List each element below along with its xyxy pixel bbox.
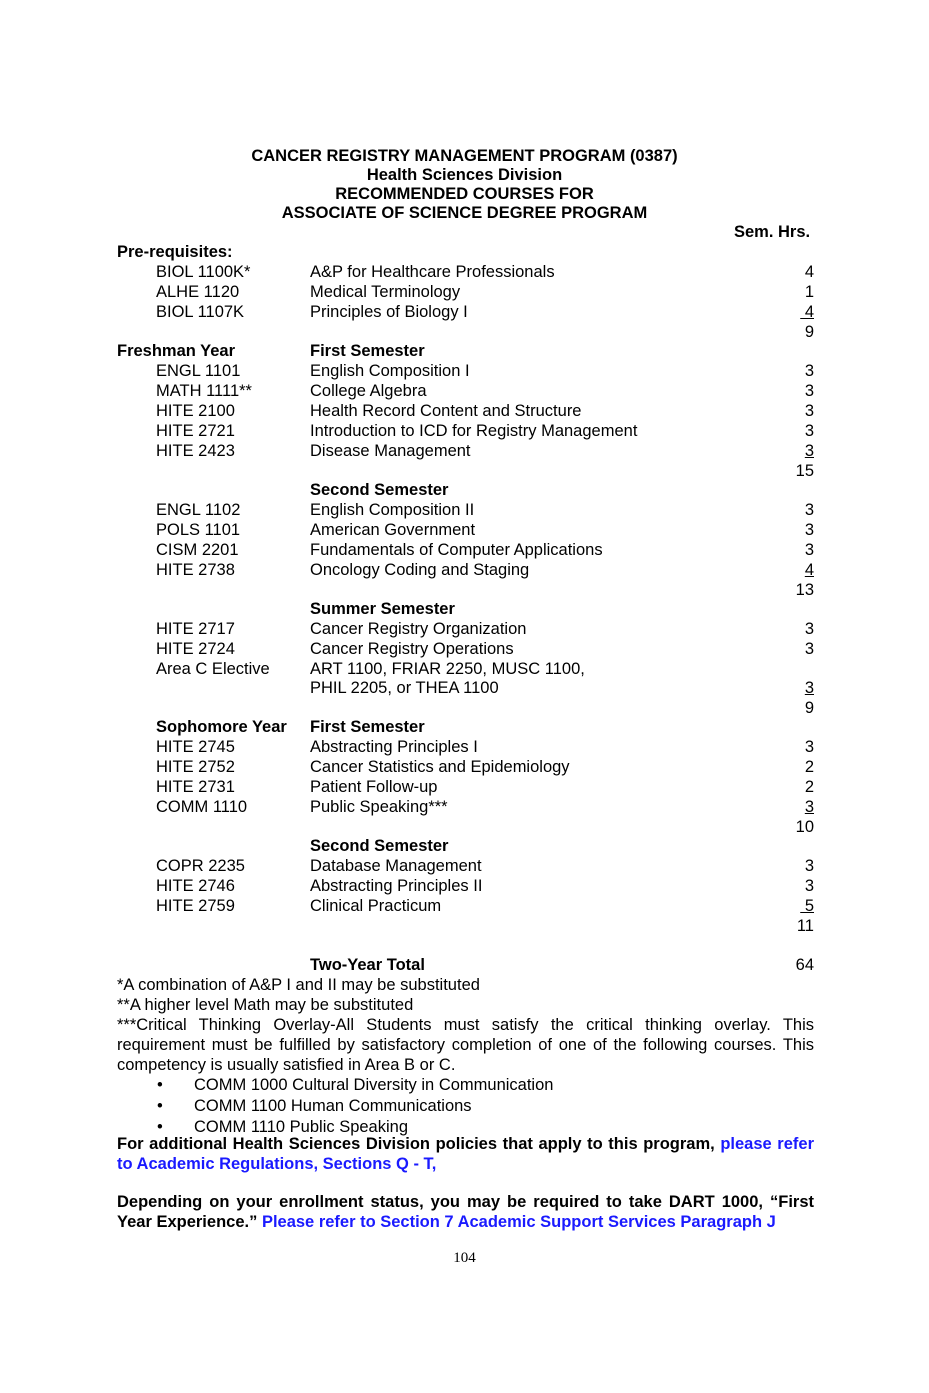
- bullet-item: COMM 1110 Public Speaking: [194, 1118, 408, 1136]
- subtotal-hours: 15: [795, 462, 814, 480]
- course-code: Area C Elective: [156, 660, 270, 678]
- bullet-icon: •: [157, 1097, 163, 1115]
- course-name: A&P for Healthcare Professionals: [310, 263, 555, 281]
- course-name: Cancer Registry Organization: [310, 620, 527, 638]
- course-hours: 5: [800, 897, 814, 915]
- course-name: Patient Follow-up: [310, 778, 438, 796]
- course-name: Cancer Statistics and Epidemiology: [310, 758, 570, 776]
- subtotal-hours: 11: [796, 917, 814, 935]
- two-year-total-value: 64: [795, 956, 814, 974]
- course-hours: 3: [804, 620, 814, 638]
- course-code: ENGL 1102: [156, 501, 241, 519]
- bullet-item: COMM 1100 Human Communications: [194, 1097, 472, 1115]
- recommended-title: RECOMMENDED COURSES FOR: [335, 185, 594, 203]
- course-name: College Algebra: [310, 382, 427, 400]
- course-code: ALHE 1120: [156, 283, 240, 301]
- prereq-title: Pre-requisites:: [117, 243, 233, 261]
- course-hours: 3: [804, 679, 814, 697]
- course-hours: 3: [804, 798, 814, 816]
- course-code: BIOL 1107K: [156, 303, 245, 321]
- course-hours: 3: [804, 382, 814, 400]
- course-code: HITE 2731: [156, 778, 235, 796]
- course-name: Cancer Registry Operations: [310, 640, 514, 658]
- dart-text: Depending on your enrollment status, you may be required to take DART 1000, “First Year Experience.”: [117, 1193, 814, 1231]
- bullet-item: COMM 1000 Cultural Diversity in Communication: [194, 1076, 554, 1094]
- course-hours: 4: [804, 263, 814, 281]
- semester-title: First Semester: [310, 342, 425, 360]
- subtotal-hours: 9: [804, 699, 814, 717]
- semester-title: Second Semester: [310, 481, 449, 499]
- course-name: Abstracting Principles I: [310, 738, 478, 756]
- course-name: Medical Terminology: [310, 283, 461, 301]
- program-title: CANCER REGISTRY MANAGEMENT PROGRAM (0387): [251, 147, 678, 165]
- policy-text: For additional Health Sciences Division policies that apply to this program,: [117, 1135, 721, 1153]
- course-name: Abstracting Principles II: [310, 877, 483, 895]
- course-hours: 3: [804, 541, 814, 559]
- page-number: 104: [453, 1250, 476, 1266]
- course-hours: 3: [804, 521, 814, 539]
- degree-title: ASSOCIATE OF SCIENCE DEGREE PROGRAM: [281, 204, 648, 222]
- course-hours: 2: [804, 778, 814, 796]
- course-hours: 3: [804, 877, 814, 895]
- footnote-3: ***Critical Thinking Overlay-All Students must satisfy the critical thinking overlay. This requirement must be fulfilled by satisfactory completion of one of the following courses. This competency is usually satisfied in Area B or C.: [117, 1016, 814, 1074]
- freshman-year-label: Freshman Year: [117, 342, 236, 360]
- course-name: Clinical Practicum: [310, 897, 442, 915]
- course-code: HITE 2423: [156, 442, 235, 460]
- course-name: American Government: [310, 521, 476, 539]
- bullet-icon: •: [157, 1076, 163, 1094]
- course-name: English Composition II: [310, 501, 475, 519]
- course-hours: 2: [804, 758, 814, 776]
- course-hours: 3: [804, 422, 814, 440]
- course-code: COPR 2235: [156, 857, 245, 875]
- course-code: CISM 2201: [156, 541, 239, 559]
- footnote-2: **A higher level Math may be substituted: [117, 996, 414, 1014]
- course-hours: 4: [800, 303, 814, 321]
- course-code: HITE 2738: [156, 561, 235, 579]
- course-code: HITE 2746: [156, 877, 235, 895]
- course-code: POLS 1101: [156, 521, 241, 539]
- bullet-icon: •: [157, 1118, 163, 1136]
- two-year-total-label: Two-Year Total: [310, 956, 425, 974]
- sem-hrs-header: Sem. Hrs.: [734, 223, 811, 241]
- course-name: Introduction to ICD for Registry Management: [310, 422, 638, 440]
- course-code: HITE 2724: [156, 640, 235, 658]
- course-code: HITE 2752: [156, 758, 235, 776]
- course-code: HITE 2745: [156, 738, 235, 756]
- subtotal-hours: 9: [804, 323, 814, 341]
- course-name: Database Management: [310, 857, 482, 875]
- course-hours: 3: [804, 738, 814, 756]
- course-hours: 4: [804, 561, 814, 579]
- course-hours: 3: [804, 402, 814, 420]
- semester-title: First Semester: [310, 718, 425, 736]
- course-hours: 3: [804, 857, 814, 875]
- course-name: Principles of Biology I: [310, 303, 468, 321]
- course-name: Oncology Coding and Staging: [310, 561, 530, 579]
- subtotal-hours: 13: [795, 581, 814, 599]
- course-code: HITE 2721: [156, 422, 235, 440]
- course-code: ENGL 1101: [156, 362, 241, 380]
- course-hours: 3: [804, 501, 814, 519]
- course-hours: 1: [804, 283, 814, 301]
- course-hours: 3: [804, 442, 814, 460]
- semester-title: Summer Semester: [310, 600, 455, 618]
- course-name: Fundamentals of Computer Applications: [310, 541, 603, 559]
- course-hours: 3: [804, 362, 814, 380]
- course-name: ART 1100, FRIAR 2250, MUSC 1100,: [310, 660, 585, 678]
- policy-paragraph: [117, 1135, 814, 1174]
- policy-reference-link[interactable]: please refer to Academic Regulations, Sections Q - T,: [117, 1135, 814, 1173]
- course-code: BIOL 1100K*: [156, 263, 251, 281]
- course-code: COMM 1110: [156, 798, 248, 816]
- course-code: HITE 2100: [156, 402, 235, 420]
- course-name: English Composition I: [310, 362, 470, 380]
- course-name: PHIL 2205, or THEA 1100: [310, 679, 499, 697]
- course-hours: 3: [804, 640, 814, 658]
- subtotal-hours: 10: [795, 818, 814, 836]
- course-code: MATH 1111**: [156, 382, 252, 400]
- semester-title: Second Semester: [310, 837, 449, 855]
- course-name: Disease Management: [310, 442, 471, 460]
- course-code: HITE 2717: [156, 620, 235, 638]
- course-code: HITE 2759: [156, 897, 235, 915]
- course-name: Public Speaking***: [310, 798, 448, 816]
- dart-paragraph: [117, 1193, 814, 1232]
- dart-reference-link[interactable]: Please refer to Section 7 Academic Support Services Paragraph J: [261, 1212, 776, 1231]
- footnote-1: *A combination of A&P I and II may be substituted: [117, 976, 480, 994]
- course-name: Health Record Content and Structure: [310, 402, 582, 420]
- sophomore-year-label: Sophomore Year: [156, 718, 287, 736]
- division-title: Health Sciences Division: [366, 166, 563, 184]
